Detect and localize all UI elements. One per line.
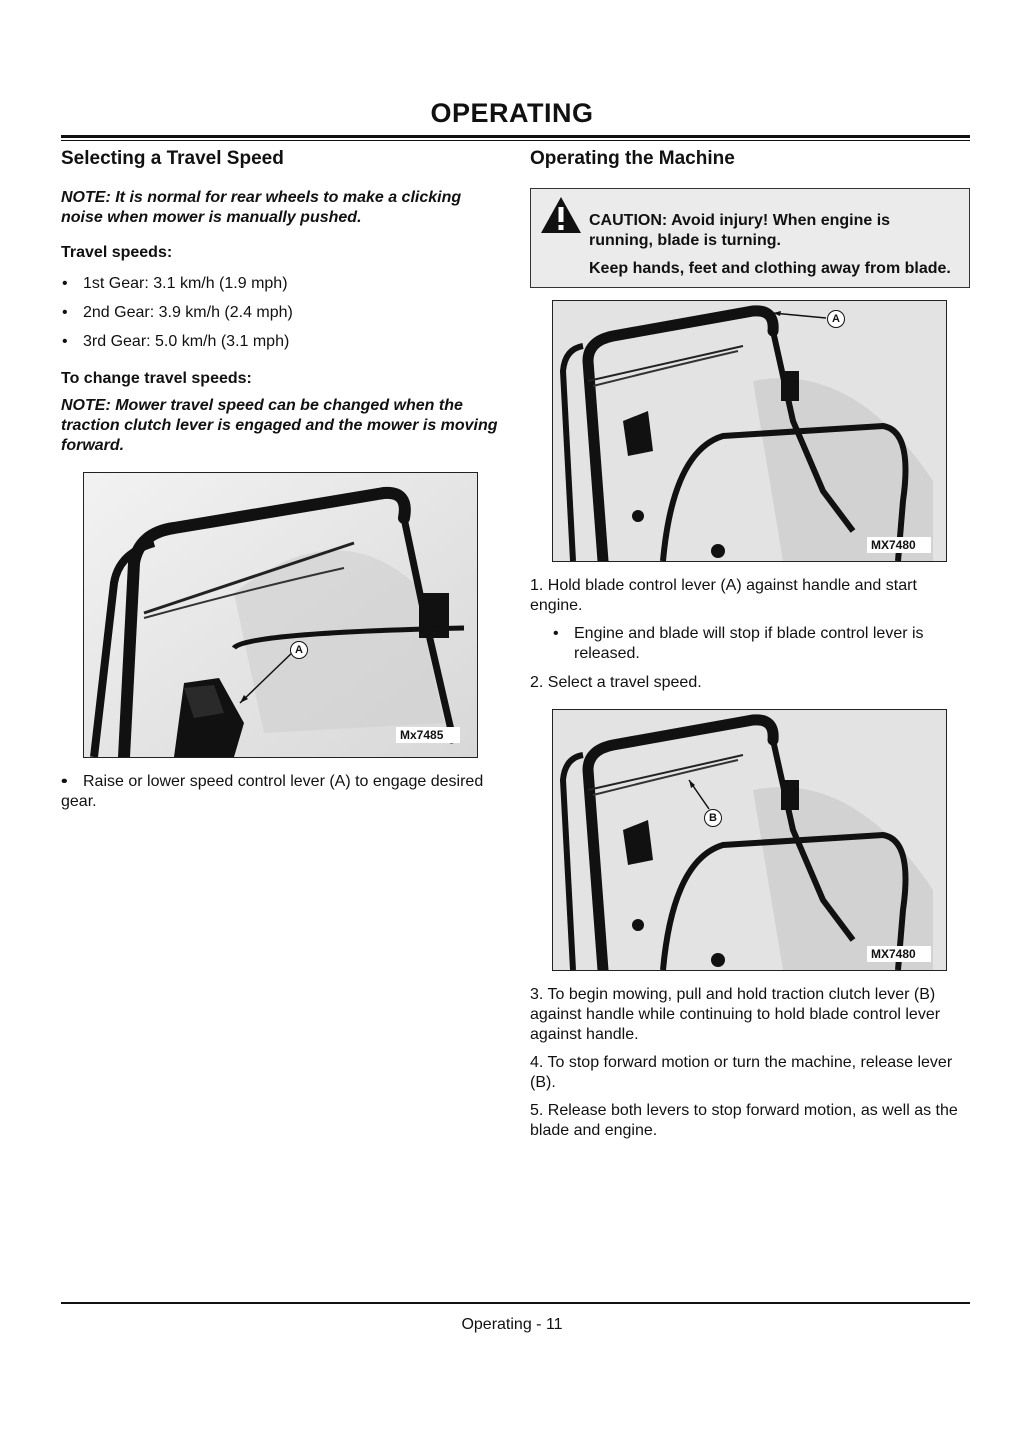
figure-id-label: MX7480 <box>867 537 931 553</box>
step-5: 5. Release both levers to stop forward motion, as well as the blade and engine. <box>530 1102 958 1139</box>
speed-item: • 1st Gear: 3.1 km/h (1.9 mph) <box>61 274 501 294</box>
caution-box <box>530 188 970 288</box>
note-clicking: NOTE: It is normal for rear wheels to make a clicking noise when mower is manually pushed. <box>61 189 462 226</box>
mower-handle-illustration <box>84 473 477 757</box>
callout-a: A <box>827 310 845 328</box>
caution-text <box>589 211 951 287</box>
header-rule-thin <box>61 140 970 141</box>
header-rule <box>61 135 970 138</box>
speed-item: • 3rd Gear: 5.0 km/h (3.1 mph) <box>61 332 501 352</box>
step-1: 1. Hold blade control lever (A) against handle and start engine. <box>530 577 917 614</box>
section-heading-travel-speed: Selecting a Travel Speed <box>61 148 284 169</box>
speed-list <box>61 274 501 352</box>
travel-speeds-heading: Travel speeds: <box>61 244 173 261</box>
left-column <box>61 148 501 821</box>
note-traction: NOTE: Mower travel speed can be changed when the traction clutch lever is engaged and the mower is moving forward. <box>61 397 498 454</box>
page-footer: Operating - 11 <box>461 1316 563 1333</box>
mower-handle-illustration <box>553 710 946 970</box>
figure-traction-lever <box>552 709 947 971</box>
step-1-bullets <box>552 624 970 664</box>
instruction-list <box>61 772 501 812</box>
steps-block-2 <box>530 985 970 1141</box>
step-4: 4. To stop forward motion or turn the machine, release lever (B). <box>530 1054 953 1091</box>
page-title: OPERATING <box>430 98 594 128</box>
steps-block-1 <box>530 576 970 693</box>
figure-speed-lever <box>83 472 478 758</box>
caution-line-2: Keep hands, feet and clothing away from blade. <box>589 260 951 277</box>
step-2: 2. Select a travel speed. <box>530 674 702 691</box>
mower-handle-illustration <box>553 301 946 561</box>
figure-id-label: Mx7485 <box>396 727 460 743</box>
caution-line-1: CAUTION: Avoid injury! When engine is running, blade is turning. <box>589 212 891 249</box>
figure-id-label: MX7480 <box>867 946 931 962</box>
change-speeds-heading: To change travel speeds: <box>61 370 252 387</box>
step-3: 3. To begin mowing, pull and hold traction clutch lever (B) against handle while continuing to hold blade control lever against handle. <box>530 986 941 1043</box>
callout-a: A <box>290 641 308 659</box>
step-1-bullet: • Engine and blade will stop if blade control lever is released. <box>552 624 970 664</box>
right-column <box>530 148 970 1149</box>
section-heading-operating-machine: Operating the Machine <box>530 148 735 169</box>
instruction-item: • • Raise or lower speed control lever (A) to engage desired gear. <box>61 772 501 812</box>
figure-blade-lever <box>552 300 947 562</box>
footer-rule <box>61 1302 970 1304</box>
warning-triangle-icon <box>539 195 583 235</box>
callout-b: B <box>704 809 722 827</box>
speed-item: • 2nd Gear: 3.9 km/h (2.4 mph) <box>61 303 501 323</box>
